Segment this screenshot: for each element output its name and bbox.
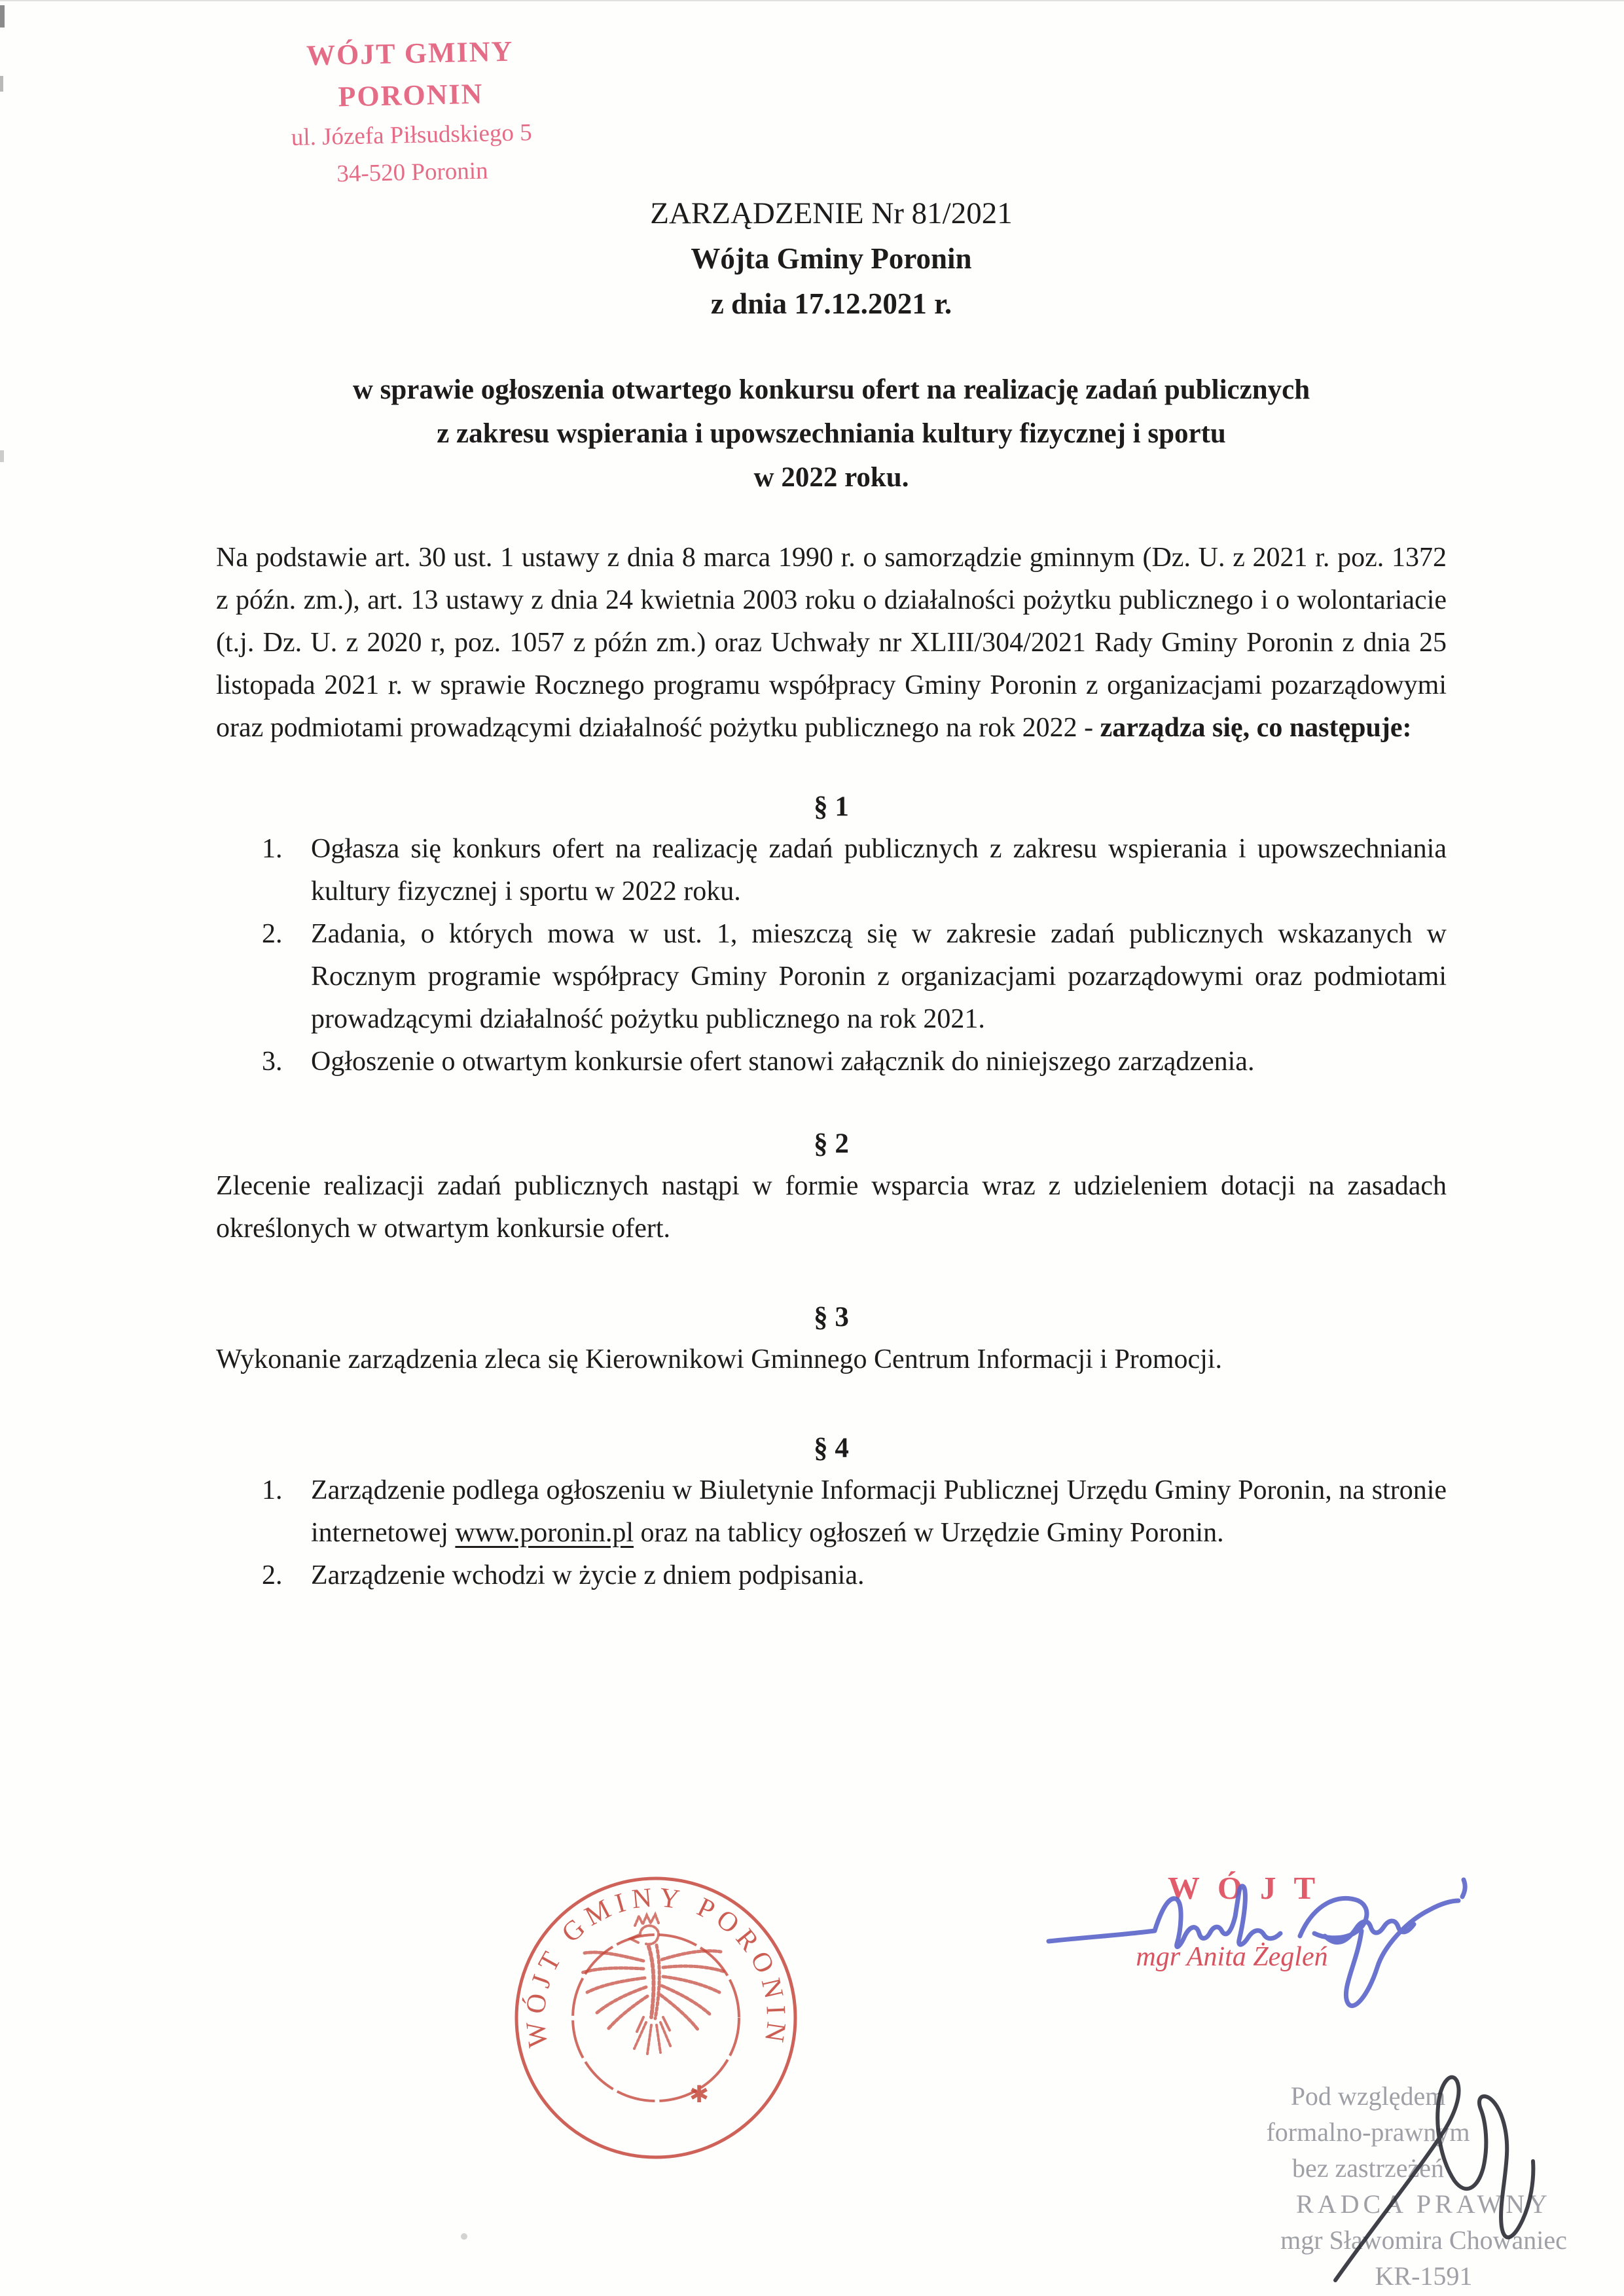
item-number: 2.: [262, 919, 283, 949]
section-3-heading: § 3: [814, 1302, 849, 1333]
section-3-body: Wykonanie zarządzenia zleca się Kierownikowi Gminnego Centrum Informacji i Promocji.: [216, 1344, 1222, 1374]
mayor-office-stamp: WÓJT: [1167, 1870, 1333, 1906]
website-link: www.poronin.pl: [455, 1518, 634, 1548]
subject-line: z zakresu wspierania i upowszechniania kultury fizycznej i sportu: [437, 418, 1226, 449]
section-2-heading: § 2: [814, 1128, 849, 1159]
legal-stamp-line: Pod względem: [1290, 2081, 1446, 2111]
sender-city: 34-520 Poronin: [336, 157, 488, 188]
preamble-text: Na podstawie art. 30 ust. 1 ustawy z dnia 8 marca 1990 r. o samorządzie gminnym (Dz. U. z 2021 r. poz. 1372 z późn. zm.), art. 13 ustawy z dnia 24 kwietnia 2003 roku o działalności pożytku publicznego i o wolontariacie (t.j. Dz. U. z 2020 r, poz. 1057 z późn zm.) oraz Uchwały nr XLIII/304/2021 Rady Gminy Poronin z dnia 25 listopada 2021 r. w sprawie Rocznego programu współpracy Gminy Poronin z organizacjami pozarządowymi oraz podmiotami prowadzącymi działalność pożytku publicznego na rok 2022 -: [216, 543, 1447, 743]
item-text: Zarządzenie podlega ogłoszeniu w Biuletynie Informacji Publicznej Urzędu Gminy Poronin, na stronie internetowej: [311, 1475, 1447, 1548]
item-number: 2.: [262, 1560, 283, 1590]
list-item: [216, 828, 1447, 913]
section-4-heading: § 4: [814, 1433, 849, 1463]
seal-star: ✱: [689, 2081, 710, 2108]
legal-counsel-title: RADCA PRAWNY: [1296, 2189, 1551, 2219]
scan-edge-artifact: [0, 5, 5, 27]
legal-counsel-handwritten-signature: [1296, 2055, 1571, 2296]
document-title: [216, 191, 1447, 327]
list-item: [216, 913, 1447, 1041]
preamble-ordains-clause: zarządza się, co następuje:: [1100, 713, 1412, 743]
seal-ring-text: WÓJT GMINY PORONIN: [520, 1882, 791, 2050]
ordinance-date: z dnia 17.12.2021 r.: [710, 287, 952, 320]
item-text: oraz na tablicy ogłoszeń w Urzędzie Gminy Poronin.: [634, 1518, 1224, 1548]
subject-line: w 2022 roku.: [753, 462, 909, 493]
list-item: [216, 1469, 1447, 1554]
list-item: [216, 1041, 1447, 1083]
legal-stamp-line: formalno-prawnym: [1266, 2117, 1470, 2147]
issuing-authority: Wójta Gminy Poronin: [691, 242, 972, 275]
section-4-list: [216, 1469, 1447, 1597]
item-text: Ogłasza się konkurs ofert na realizację zadań publicznych z zakresu wspierania i upowszechniania kultury fizycznej i sportu w 2022 roku.: [311, 834, 1447, 906]
mayor-name-stamp: mgr Anita Żegleń: [1136, 1942, 1328, 1972]
section-1-list: [216, 828, 1447, 1083]
scan-dot-artifact: [461, 2233, 467, 2240]
item-text: Zadania, o których mowa w ust. 1, mieszczą się w zakresie zadań publicznych wskazanych w Rocznym programie współpracy Gminy Poronin z organizacjami pozarządowymi oraz podmiotami prowadzącymi działalność pożytku publicznego na rok 2021.: [311, 919, 1447, 1034]
legal-stamp-line: bez zastrzeżeń: [1291, 2153, 1445, 2183]
sender-name: WÓJT GMINY PORONIN: [306, 35, 514, 113]
scan-edge-artifact: [0, 450, 4, 462]
sender-address-stamp: [253, 29, 570, 194]
official-round-seal: [501, 1857, 815, 2172]
legal-counsel-name: mgr Sławomira Chowaniec: [1280, 2225, 1567, 2255]
item-number: 1.: [262, 1475, 283, 1505]
item-number: 3.: [262, 1047, 283, 1077]
scan-edge-artifact: [0, 76, 3, 92]
sender-street: ul. Józefa Piłsudskiego 5: [291, 119, 533, 151]
section-2-body: Zlecenie realizacji zadań publicznych nastąpi w formie wsparcia wraz z udzieleniem dotacji na zasadach określonych w otwartym konkursie ofert.: [216, 1171, 1447, 1244]
item-number: 1.: [262, 834, 283, 864]
document-subject: [216, 368, 1447, 499]
item-text: Ogłoszenie o otwartym konkursie ofert stanowi załącznik do niniejszego zarządzenia.: [311, 1047, 1255, 1077]
ordinance-number: ZARZĄDZENIE Nr 81/2021: [650, 196, 1013, 230]
item-text: Zarządzenie wchodzi w życie z dniem podpisania.: [311, 1560, 865, 1590]
section-1-heading: § 1: [814, 791, 849, 822]
legal-counsel-license-number: KR-1591: [1375, 2261, 1473, 2291]
mayor-handwritten-signature: [1039, 1863, 1498, 2026]
legal-preamble: [216, 537, 1447, 749]
list-item: [216, 1554, 1447, 1597]
scan-edge-artifact: [0, 0, 1624, 1]
subject-line: w sprawie ogłoszenia otwartego konkursu ofert na realizację zadań publicznych: [352, 374, 1310, 405]
document-body: [216, 537, 1447, 1597]
